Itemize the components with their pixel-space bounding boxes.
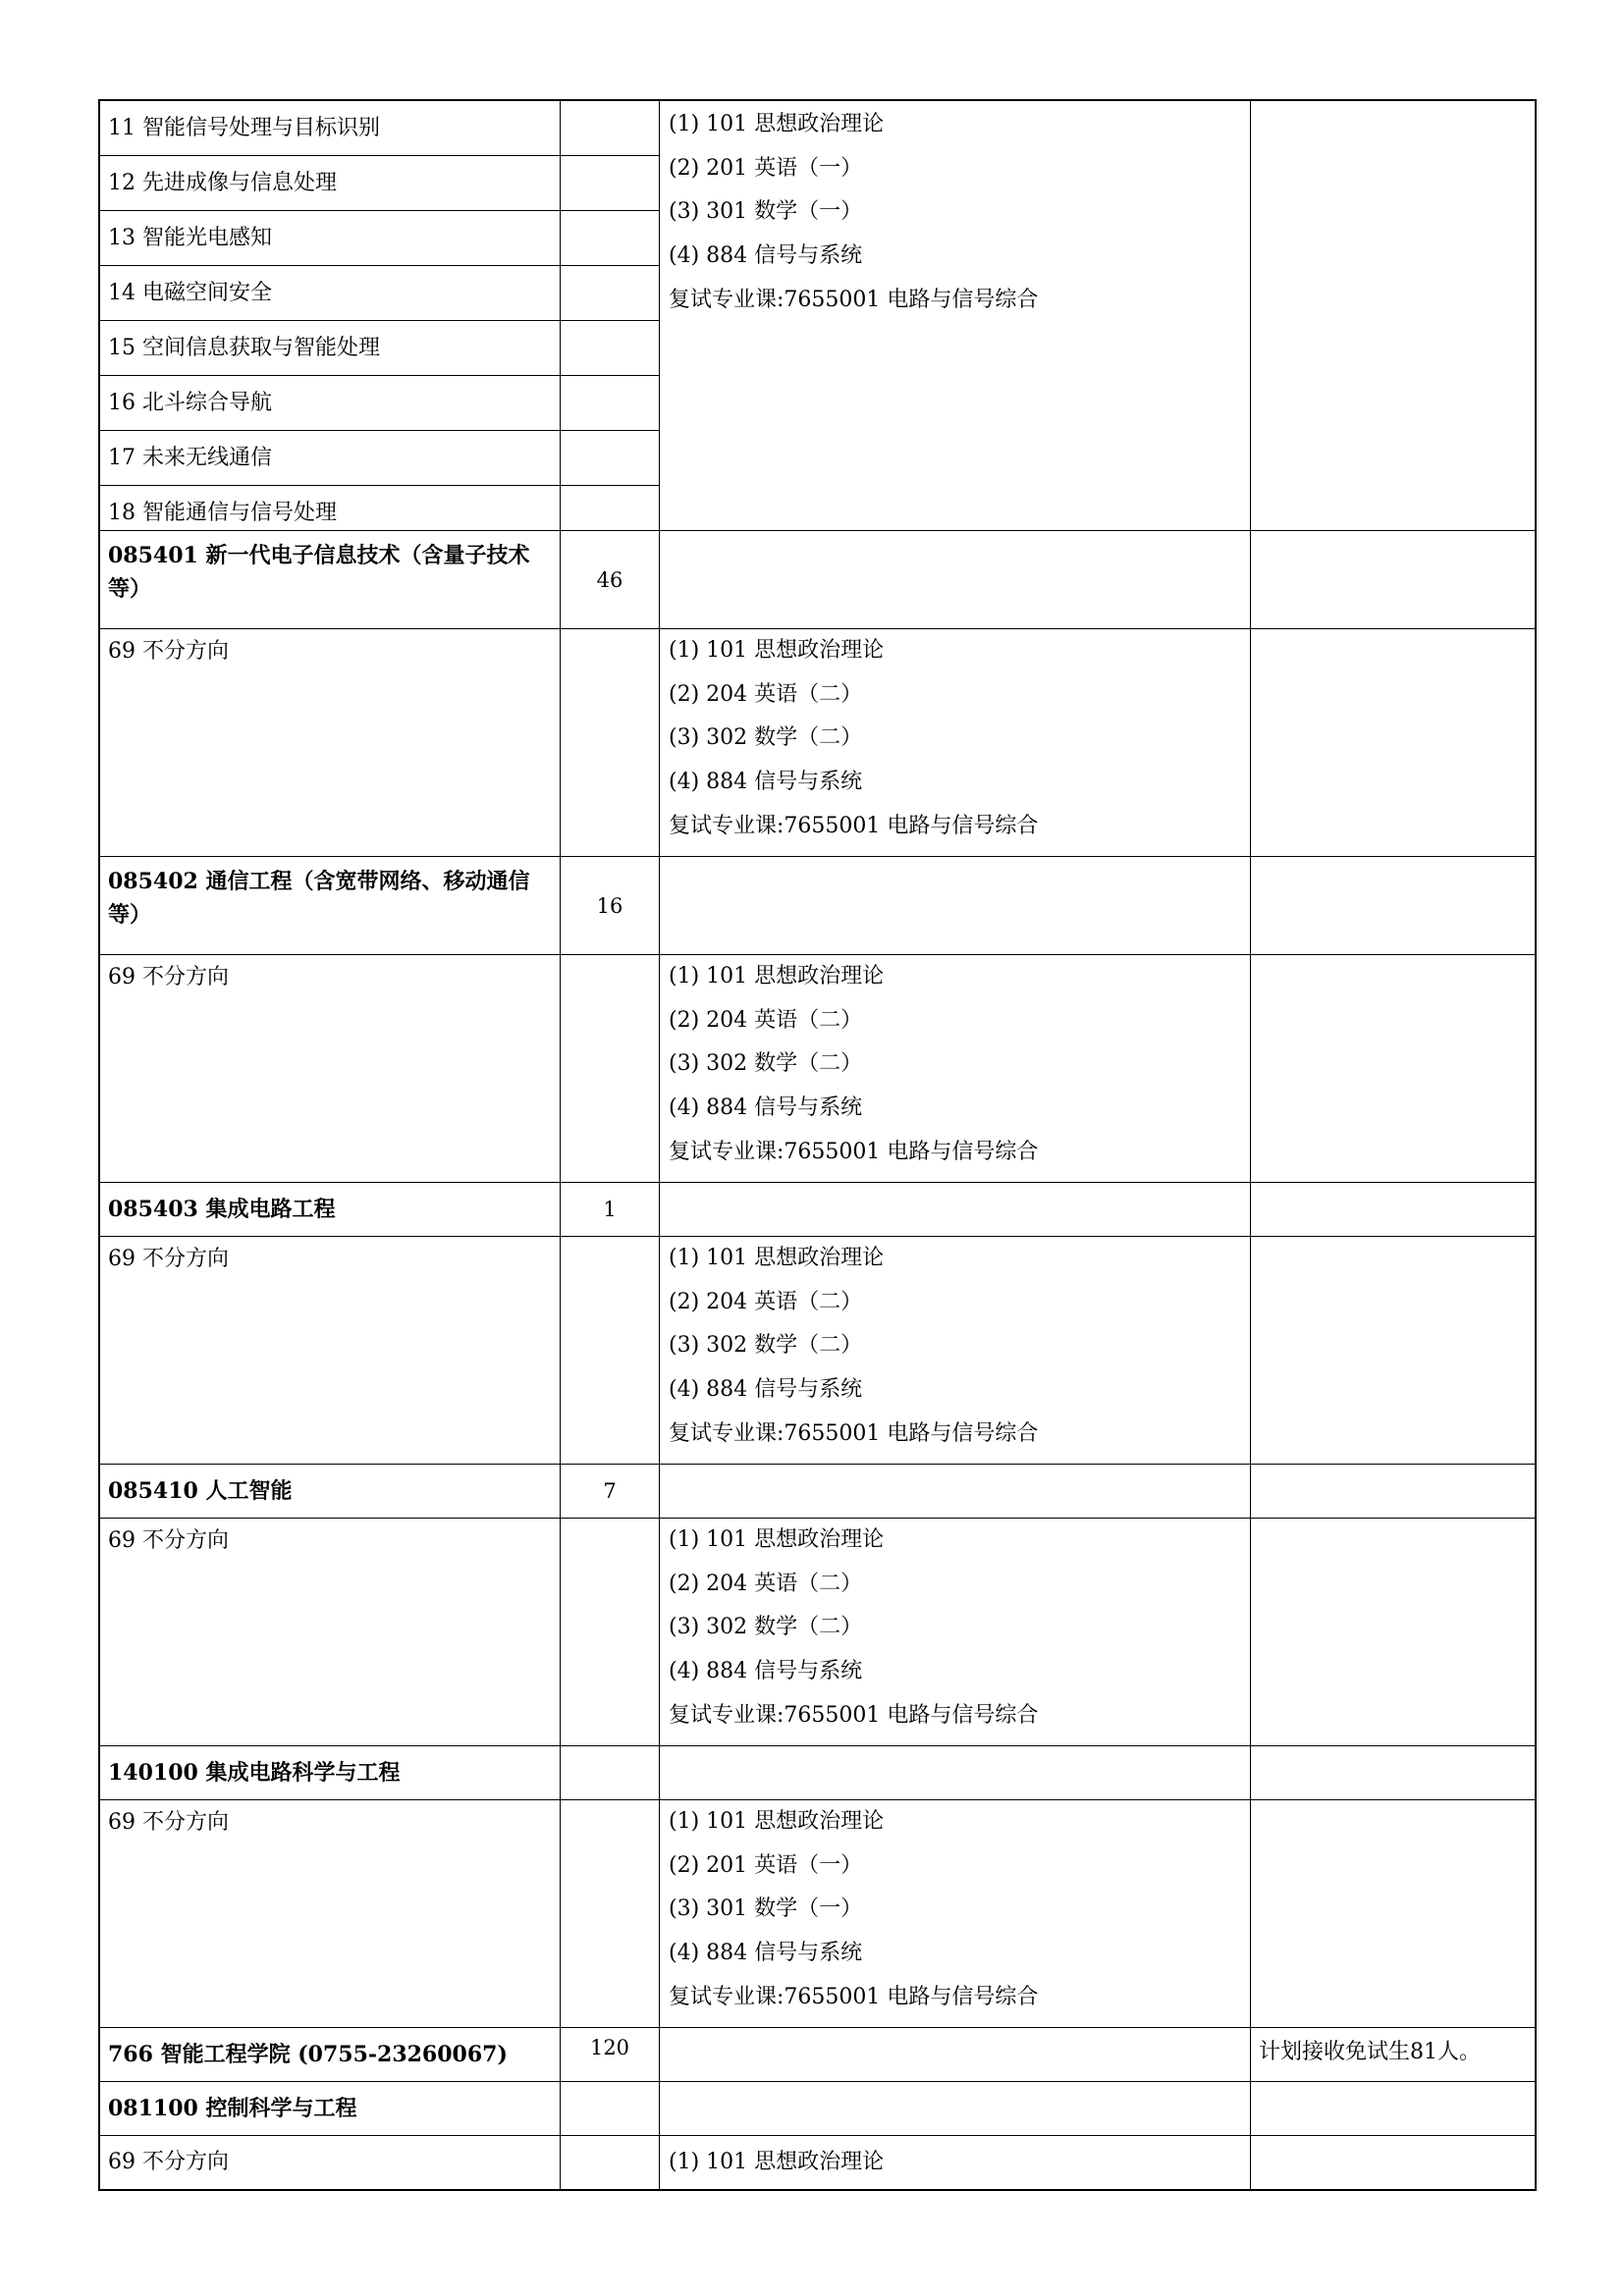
direction-item: 15 空间信息获取与智能处理 [100, 320, 560, 375]
direction-name: 69 不分方向 [108, 1247, 229, 1271]
quota-cell [560, 101, 659, 530]
major-name: 140100 集成电路科学与工程 [108, 1760, 401, 1786]
school-note: 计划接收免试生81人。 [1250, 2028, 1537, 2081]
direction-item: 18 智能通信与信号处理 [100, 485, 560, 540]
direction-item: 11 智能信号处理与目标识别 [108, 116, 380, 140]
direction-item: 12 先进成像与信息处理 [100, 155, 560, 210]
remarks-cell [1250, 101, 1537, 530]
direction-row [98, 1519, 1537, 1746]
direction-row [98, 1800, 1537, 2028]
exam-subject: (1) 101 思想政治理论 [669, 1246, 885, 1270]
exam-subject: (3) 301 数学（一） [669, 199, 863, 225]
exam-subject: (2) 204 英语（二） [669, 681, 863, 707]
major-name: 081100 控制科学与工程 [108, 2096, 357, 2121]
major-name: 085403 集成电路工程 [108, 1197, 336, 1222]
exam-subject: (2) 201 英语（一） [669, 155, 863, 181]
exam-subject: (1) 101 思想政治理论 [669, 112, 885, 136]
exam-subject: (4) 884 信号与系统 [669, 1659, 863, 1684]
exam-subject: (2) 204 英语（二） [669, 1007, 863, 1033]
exam-subject: (4) 884 信号与系统 [669, 243, 863, 269]
direction-item: 13 智能光电感知 [100, 210, 560, 265]
major-row [98, 2082, 1537, 2136]
exam-subject: (3) 302 数学（二） [669, 725, 863, 751]
direction-name: 69 不分方向 [108, 1810, 229, 1835]
quota-value: 46 [560, 531, 659, 628]
quota-value [560, 1746, 659, 1799]
exam-subjects-cell [659, 2136, 1250, 2189]
exam-subject: (4) 884 信号与系统 [669, 770, 863, 795]
exam-subject: 复试专业课:7655001 电路与信号综合 [669, 287, 1039, 312]
major-name: 085402 通信工程（含宽带网络、移动通信等） [108, 869, 530, 928]
quota-value: 1 [560, 1183, 659, 1236]
quota-value: 7 [560, 1465, 659, 1518]
exam-subject: 复试专业课:7655001 电路与信号综合 [669, 1702, 1039, 1728]
direction-name: 69 不分方向 [108, 1528, 229, 1553]
exam-subjects-cell [659, 629, 1250, 856]
exam-subject: 复试专业课:7655001 电路与信号综合 [669, 1984, 1039, 2009]
major-row [98, 531, 1537, 629]
exam-subject: (4) 884 信号与系统 [669, 1941, 863, 1966]
exam-subject: (2) 204 英语（二） [669, 1571, 863, 1596]
exam-subject: (2) 204 英语（二） [669, 1289, 863, 1314]
exam-subject: (4) 884 信号与系统 [669, 1377, 863, 1403]
direction-row [98, 955, 1537, 1183]
quota-value: 120 [560, 2028, 659, 2081]
exam-subject: 复试专业课:7655001 电路与信号综合 [669, 813, 1039, 838]
direction-name: 69 不分方向 [108, 2150, 229, 2174]
table-row [98, 99, 1537, 531]
direction-name: 69 不分方向 [108, 965, 229, 989]
exam-subject: (3) 302 数学（二） [669, 1333, 863, 1359]
major-row [98, 1746, 1537, 1800]
exam-subject: (3) 301 数学（一） [669, 1896, 863, 1922]
exam-subject: (3) 302 数学（二） [669, 1051, 863, 1077]
exam-subject: (2) 201 英语（一） [669, 1852, 863, 1878]
direction-row [98, 629, 1537, 857]
major-row [98, 1183, 1537, 1237]
major-row [98, 1465, 1537, 1519]
exam-subject: (3) 302 数学（二） [669, 1615, 863, 1640]
exam-subjects-cell [659, 1800, 1250, 2027]
exam-subject: (1) 101 思想政治理论 [669, 1809, 885, 1834]
exam-subjects-cell [659, 955, 1250, 1182]
exam-subject: (4) 884 信号与系统 [669, 1095, 863, 1121]
admissions-table [98, 99, 1537, 2191]
major-row [98, 857, 1537, 955]
exam-subject: 复试专业课:7655001 电路与信号综合 [669, 1139, 1039, 1164]
direction-name: 69 不分方向 [108, 639, 229, 664]
major-name: 085410 人工智能 [108, 1478, 293, 1504]
exam-subject: (1) 101 思想政治理论 [669, 638, 885, 663]
exam-subject: 复试专业课:7655001 电路与信号综合 [669, 1420, 1039, 1446]
school-row [98, 2028, 1537, 2082]
major-name: 085401 新一代电子信息技术（含量子技术等） [108, 543, 530, 602]
direction-item: 14 电磁空间安全 [100, 265, 560, 320]
exam-subjects-cell [659, 1519, 1250, 1745]
direction-row [98, 1237, 1537, 1465]
exam-subject: (1) 101 思想政治理论 [669, 2149, 885, 2174]
direction-row [98, 2136, 1537, 2191]
quota-value: 16 [560, 857, 659, 954]
school-name: 766 智能工程学院 (0755-23260067) [108, 2042, 508, 2067]
exam-subjects-cell [659, 1237, 1250, 1464]
direction-item: 17 未来无线通信 [100, 430, 560, 485]
exam-subject: (1) 101 思想政治理论 [669, 1527, 885, 1552]
exam-subjects-cell [659, 101, 1250, 530]
direction-item: 16 北斗综合导航 [100, 375, 560, 430]
direction-list-cell [98, 101, 560, 530]
exam-subject: (1) 101 思想政治理论 [669, 964, 885, 988]
